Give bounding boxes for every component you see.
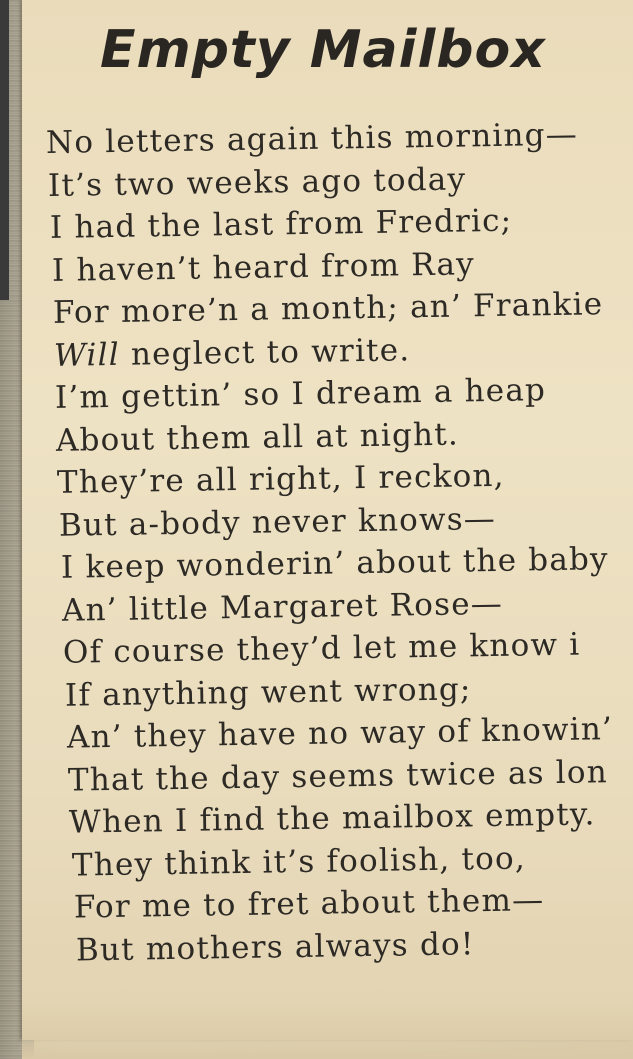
poem-line: Of course they’d let me know i [62,626,581,671]
poem-line: I haven’t heard from Ray [51,245,476,289]
italic-emphasis: Will [53,336,121,374]
poem-line: If anything went wrong; [64,670,472,714]
poem-line: For more’n a month; an’ Frankie [52,286,604,331]
poem-line: About them all at night. [55,416,460,459]
column-rule [0,0,9,300]
poem-line: No letters again this morning— [45,116,579,161]
clipping-bottom-shadow [22,1000,633,1059]
poem-line: I had the last from Fredric; [49,202,513,246]
poem-line: When I find the mailbox empty. [68,796,596,841]
poem-line: They think it’s foolish, too, [71,839,527,884]
poem-line: That the day seems twice as lon [67,753,609,799]
poem-line: For me to fret about them— [73,882,545,926]
poem-title: Empty Mailbox [100,20,546,80]
poem-line: I keep wonderin’ about the baby [60,541,610,586]
poem-body [45,116,633,972]
poem-line: An’ they have no way of knowin’ [66,711,614,756]
poem-line: It’s two weeks ago today [47,160,467,204]
poem-line: But mothers always do! [75,925,475,969]
poem-line: They’re all right, I reckon, [56,457,505,501]
poem-line: An’ little Margaret Rose— [61,585,504,629]
poem-line: But a-body never knows— [58,500,497,544]
poem-line-text: neglect to write. [130,331,411,373]
poem-line: I’m gettin’ so I dream a heap [54,372,547,416]
